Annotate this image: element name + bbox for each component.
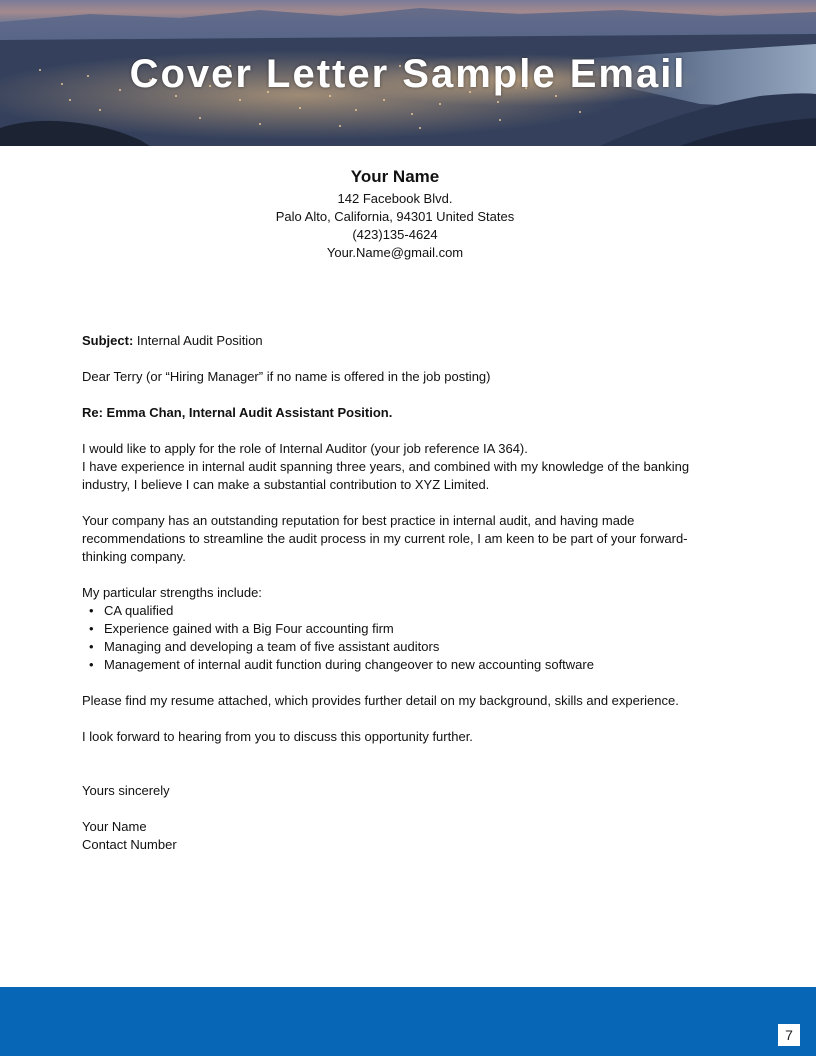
paragraph-1: [82, 440, 722, 494]
closing: Yours sincerely: [82, 783, 170, 798]
address-line-2: Palo Alto, California, 94301 United States: [275, 209, 515, 224]
signature-name: Your Name: [82, 819, 147, 834]
strength-text: Experience gained with a Big Four accounting firm: [104, 621, 394, 636]
letter-body: [82, 332, 722, 854]
sender-name: Your Name: [350, 167, 440, 186]
strength-text: Managing and developing a team of five assistant auditors: [104, 639, 440, 654]
page-number: 7: [778, 1024, 800, 1046]
bullet-icon: •: [89, 639, 94, 654]
email-address: Your.Name@gmail.com: [326, 245, 464, 260]
paragraph-3: Please find my resume attached, which provides further detail on my background, skills and experience.: [82, 693, 679, 708]
list-item: [82, 638, 722, 656]
header-banner: [0, 0, 816, 146]
greeting: Dear Terry (or “Hiring Manager” if no name is offered in the job posting): [82, 369, 491, 384]
paragraph-1-line-2: I have experience in internal audit spanning three years, and combined with my knowledge of the banking industry, I believe I can make a substantial contribution to XYZ Limited.: [82, 459, 690, 492]
signature-contact: Contact Number: [82, 837, 177, 852]
paragraph-4: I look forward to hearing from you to discuss this opportunity further.: [82, 729, 473, 744]
address-line-1: 142 Facebook Blvd.: [337, 191, 453, 206]
bullet-icon: •: [89, 657, 94, 672]
bullet-icon: •: [89, 621, 94, 636]
footer-bar: [0, 987, 816, 1056]
list-item: [82, 620, 722, 638]
subject-label: Subject:: [82, 333, 134, 348]
paragraph-2: Your company has an outstanding reputation for best practice in internal audit, and having made recommendations to streamline the audit process in my current role, I am keen to be part of your forward-thinking company.: [82, 513, 688, 564]
phone-number: (423)135-4624: [352, 227, 438, 242]
re-line: Re: Emma Chan, Internal Audit Assistant Position.: [82, 405, 393, 420]
list-item: [82, 656, 722, 674]
contact-block: [0, 165, 790, 262]
strengths-list: [82, 602, 722, 674]
strengths-intro: My particular strengths include:: [82, 585, 262, 600]
strength-text: Management of internal audit function during changeover to new accounting software: [104, 657, 594, 672]
bullet-icon: •: [89, 603, 94, 618]
subject-line: [82, 332, 722, 350]
strength-text: CA qualified: [104, 603, 174, 618]
list-item: [82, 602, 722, 620]
subject-value: Internal Audit Position: [133, 333, 263, 348]
paragraph-1-line-1: I would like to apply for the role of Internal Auditor (your job reference IA 364).: [82, 441, 528, 456]
banner-title: Cover Letter Sample Email: [129, 52, 687, 96]
